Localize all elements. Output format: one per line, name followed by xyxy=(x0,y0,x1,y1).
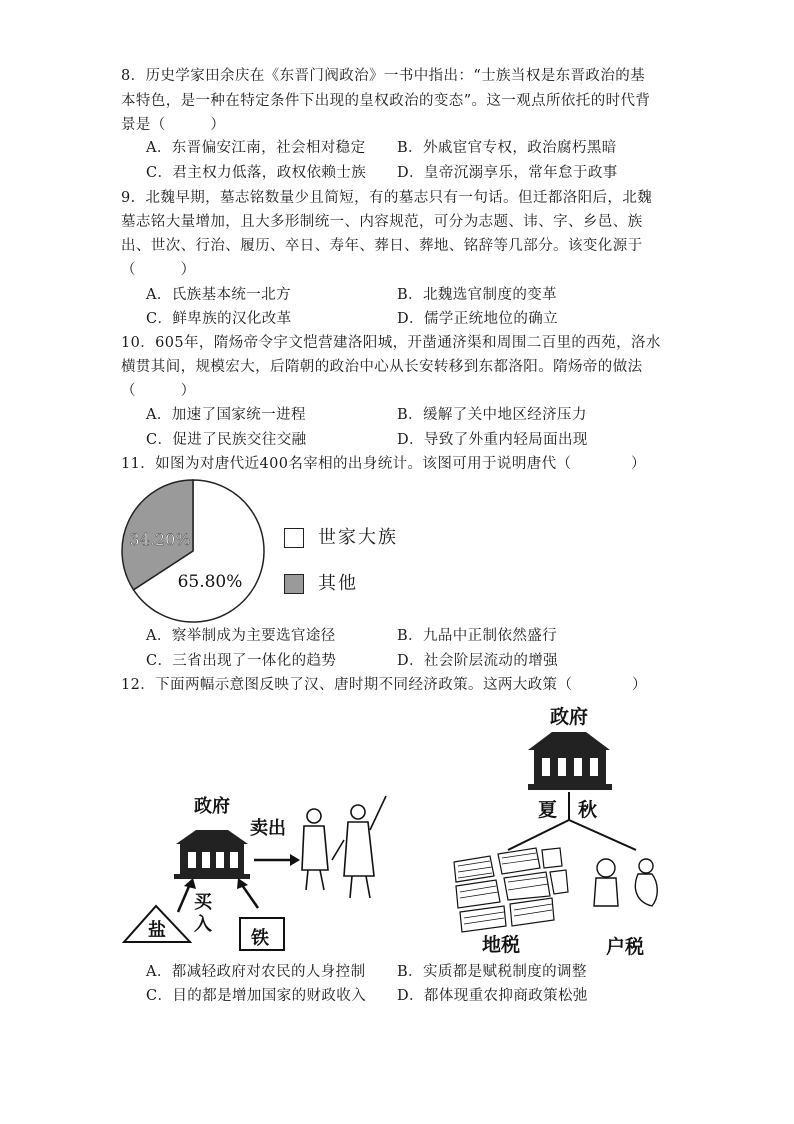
q12-option-a[interactable]: A．都减轻政府对农民的人身控制 xyxy=(146,964,366,980)
q8-option-b[interactable]: B．外戚宦官专权，政治腐朽黑暗 xyxy=(397,140,617,156)
q8-option-a[interactable]: A．东晋偏安江南，社会相对稳定 xyxy=(146,140,366,156)
q9-option-a[interactable]: A．氏族基本统一北方 xyxy=(146,287,291,303)
q10-option-c[interactable]: C．促进了民族交往交融 xyxy=(146,432,307,448)
q11-option-d[interactable]: D．社会阶层流动的增强 xyxy=(397,653,559,669)
gov-label-right: 政府 xyxy=(550,706,589,728)
legend-label-hereditary: 世家大族 xyxy=(318,527,398,548)
q10-line-1: 10．605年，隋炀帝令宇文恺营建洛阳城，开凿通济渠和周围二百里的西苑，洛水 xyxy=(121,335,661,351)
household-tax-label: 户税 xyxy=(606,936,645,958)
q12-option-b[interactable]: B．实质都是赋税制度的调整 xyxy=(397,964,587,980)
land-tax-label: 地税 xyxy=(482,934,521,956)
q12-line-1: 12．下面两幅示意图反映了汉、唐时期不同经济政策。这两大政策（ ） xyxy=(121,677,647,693)
summer-label: 夏 xyxy=(538,799,558,821)
pie-label-hereditary: 65.80% xyxy=(177,572,243,592)
buy-label-2: 入 xyxy=(194,914,212,935)
legend-swatch-hereditary xyxy=(284,528,304,548)
q10-line-2: 横贯其间，规模宏大，后隋朝的政治中心从长安转移到东都洛阳。隋炀帝的做法 xyxy=(121,359,643,375)
q11-option-b[interactable]: B．九品中正制依然盛行 xyxy=(397,628,558,644)
q8-option-d[interactable]: D．皇帝沉溺享乐，常年怠于政事 xyxy=(397,165,618,181)
salt-label: 盐 xyxy=(148,920,166,941)
iron-label: 铁 xyxy=(251,928,269,949)
q12-option-d[interactable]: D．都体现重农抑商政策松弛 xyxy=(397,988,588,1004)
figure-salt-iron-monopoly xyxy=(118,790,418,960)
autumn-label: 秋 xyxy=(578,799,598,821)
gov-building-icon-right xyxy=(446,700,674,956)
q9-line-2: 墓志铭大量增加，且大多形制统一、内容规范，可分为志题、讳、字、乡邑、族 xyxy=(121,214,643,230)
buy-label-1: 买 xyxy=(194,892,212,913)
q9-option-d[interactable]: D．儒学正统地位的确立 xyxy=(397,311,559,327)
q12-option-c[interactable]: C．目的都是增加国家的财政收入 xyxy=(146,988,367,1004)
q11-option-a[interactable]: A．察举制成为主要选官途径 xyxy=(146,628,336,644)
q10-option-b[interactable]: B．缓解了关中地区经济压力 xyxy=(397,407,587,423)
q8-line-2: 本特色，是一种在特定条件下出现的皇权政治的变态”。这一观点所依托的时代背 xyxy=(121,93,651,109)
gov-label-left: 政府 xyxy=(194,796,230,817)
legend-swatch-other xyxy=(284,574,304,594)
q10-option-a[interactable]: A．加速了国家统一进程 xyxy=(146,407,306,423)
q9-line-1: 9．北魏早期，墓志铭数量少且简短，有的墓志只有一句话。但迁都洛阳后，北魏 xyxy=(121,190,653,206)
figure-two-tax-system xyxy=(446,700,674,956)
q9-option-c[interactable]: C．鲜卑族的汉化改革 xyxy=(146,311,292,327)
pie-chart xyxy=(118,476,268,626)
q9-option-b[interactable]: B．北魏选官制度的变革 xyxy=(397,287,558,303)
q10-option-d[interactable]: D．导致了外重内轻局面出现 xyxy=(397,432,588,448)
q8-line-1: 8．历史学家田余庆在《东晋门阀政治》一书中指出：“士族当权是东晋政治的基 xyxy=(121,68,646,84)
q8-line-3: 景是（ ） xyxy=(121,117,226,133)
q9-line-3: 出、世次、行治、履历、卒日、寿年、葬日、葬地、铭辞等几部分。该变化源于 xyxy=(121,238,643,254)
pie-label-other: 34.20% xyxy=(129,530,191,549)
q11-line-1: 11．如图为对唐代近400名宰相的出身统计。该图可用于说明唐代（ ） xyxy=(121,456,646,472)
legend-label-other: 其他 xyxy=(318,573,358,594)
q8-option-c[interactable]: C．君主权力低落，政权依赖士族 xyxy=(146,165,367,181)
q10-line-3: （ ） xyxy=(121,383,196,399)
sell-label: 卖出 xyxy=(250,818,286,839)
q9-line-4: （ ） xyxy=(121,262,196,278)
q11-option-c[interactable]: C．三省出现了一体化的趋势 xyxy=(146,653,337,669)
